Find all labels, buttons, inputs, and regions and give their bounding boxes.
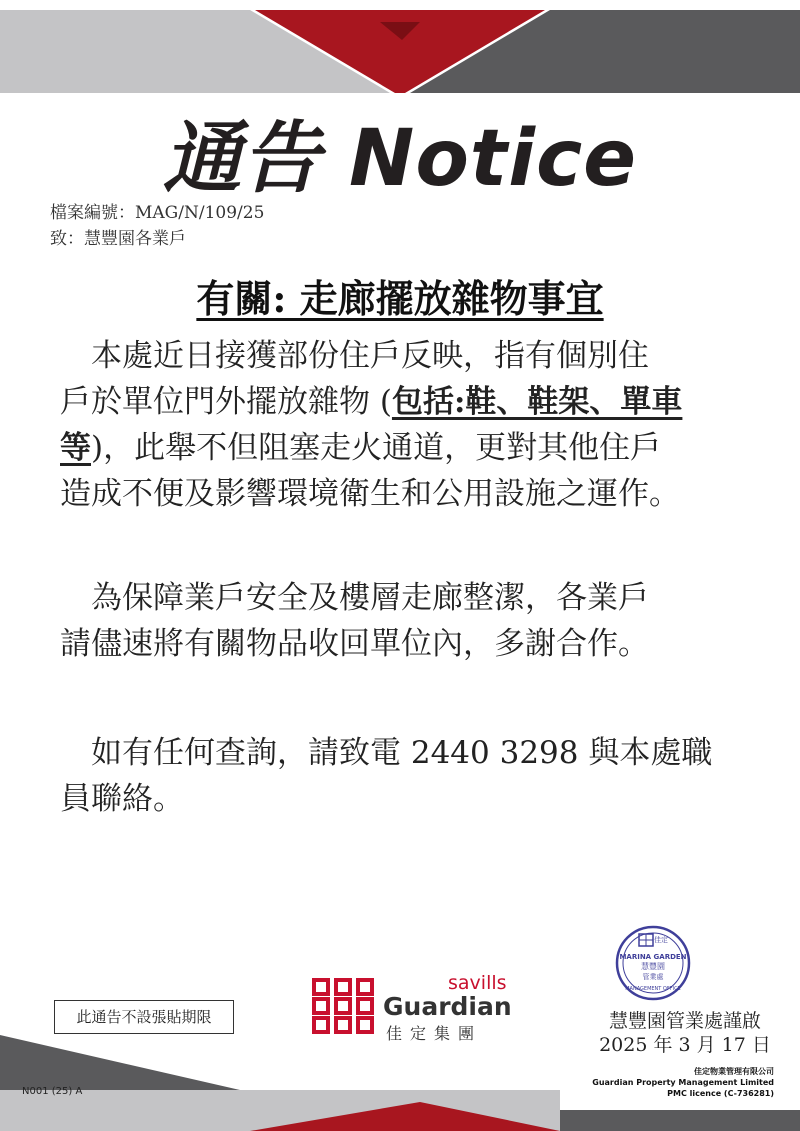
notice-date: 2025 年 3 月 17 日 — [599, 1034, 771, 1056]
company-info — [592, 1066, 774, 1099]
body-line: 造成不便及影響環境衛生和公用設施之運作。 — [60, 476, 680, 512]
company-name-zh: 佳定物業管理有限公司 — [694, 1067, 774, 1076]
body-text: 戶於單位門外擺放雜物 ( — [60, 384, 392, 420]
office-signature: 慧豐園管業處謹啟 — [608, 1010, 761, 1032]
notice-subject: 有關: 走廊擺放雜物事宜 — [196, 276, 604, 321]
body-paragraph-3 — [60, 730, 750, 822]
body-line — [60, 425, 750, 471]
items-list-end: 等 — [60, 430, 91, 466]
body-line: 本處近日接獲部份住戶反映，指有個別住 — [60, 338, 649, 374]
body-paragraph-1 — [60, 333, 750, 517]
recipient-line: 致：慧豐園各業戶 — [50, 229, 186, 249]
management-office-stamp — [614, 924, 692, 1002]
body-line — [60, 379, 750, 425]
body-paragraph-2 — [60, 575, 750, 667]
company-name-en: Guardian Property Management Limited — [592, 1078, 774, 1087]
body-line: 請儘速將有關物品收回單位內，多謝合作。 — [60, 626, 649, 662]
stamp-en-text: MARINA GARDEN — [619, 953, 687, 961]
body-text: )，此舉不但阻塞走火通道，更對其他住戶 — [91, 430, 662, 466]
reference-number: 檔案編號：MAG/N/109/25 — [50, 203, 265, 223]
form-code: N001 (25) A — [22, 1086, 83, 1097]
header-decorative-band — [0, 0, 800, 100]
body-line: 為保障業戶安全及樓層走廊整潔，各業戶 — [60, 580, 649, 616]
stamp-zh-office: 管業處 — [642, 973, 664, 981]
brand-chinese: 佳定集團 — [386, 1024, 483, 1043]
notice-title: 通告 Notice — [162, 114, 638, 204]
validity-note: 此通告不設張貼期限 — [54, 1000, 234, 1034]
body-line: 如有任何查詢，請致電 2440 3298 與本處職 — [60, 735, 713, 771]
stamp-top-text: 佳定 — [654, 936, 668, 944]
guardian-logo-icon — [310, 976, 378, 1036]
items-list: 包括:鞋、鞋架、單車 — [391, 384, 683, 420]
stamp-zh-name: 慧豐園 — [641, 962, 665, 971]
brand-guardian: Guardian — [383, 992, 512, 1021]
brand-savills: savills — [448, 972, 507, 994]
company-licence: PMC licence (C-736281) — [667, 1089, 774, 1098]
stamp-bottom-text: MANAGEMENT OFFICE — [625, 986, 681, 992]
body-line: 員聯絡。 — [60, 781, 184, 817]
